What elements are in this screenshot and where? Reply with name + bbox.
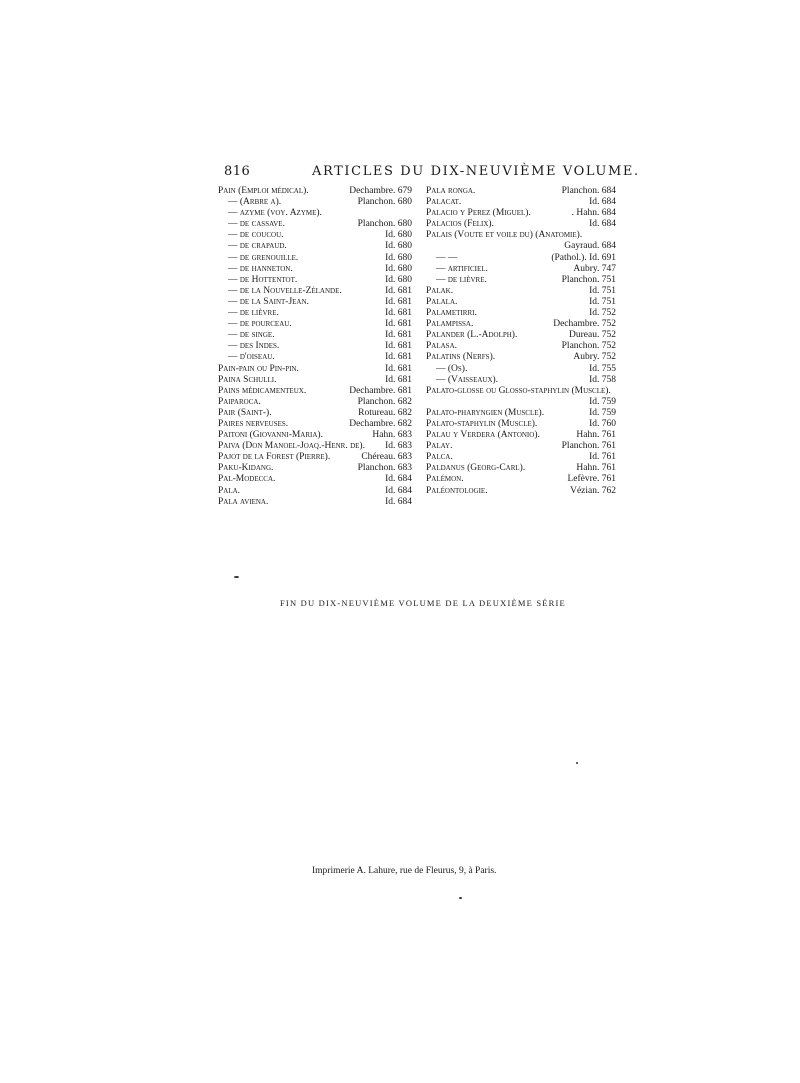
index-entry [426,386,616,397]
entry-reference: Dechambre. 682 [349,418,412,429]
entry-reference: (Pathol.). Id. 691 [551,252,616,263]
entry-term: Pala aviena. [218,496,269,507]
index-entry [218,275,412,286]
index-entry [218,319,412,330]
entry-term: Paina Schulli. [218,374,277,385]
entry-term: — des Indes. [228,341,280,352]
entry-reference: Id. 681 [385,285,412,296]
index-entry [218,474,412,485]
index-entry [218,386,412,397]
index-entry [218,186,412,197]
entry-reference: Id. 681 [385,319,412,330]
entry-term: Palato-pharyngien (Muscle). [426,407,545,418]
entry-reference: Dureau. 752 [569,330,616,341]
index-entry [426,219,616,230]
entry-reference: Planchon. 684 [561,186,616,196]
entry-term: Paku-Kidang. [218,463,274,474]
index-entry [426,308,616,319]
entry-reference: . Hahn. 684 [571,208,616,219]
index-entry [426,253,616,264]
entry-reference: Id. 681 [385,296,412,307]
entry-reference: Id. 681 [385,330,412,341]
index-entry [426,474,616,485]
index-entry [218,430,412,441]
end-of-volume-note: FIN DU DIX-NEUVIÈME VOLUME DE LA DEUXIÈME SÉRIE [280,598,566,608]
entry-term: — artificiel. [436,263,488,274]
entry-reference: Dechambre. 681 [349,385,412,396]
index-entry [218,264,412,275]
index-entry [218,197,412,208]
entry-term: Paldanus (Georg-Carl). [426,463,526,474]
index-entry [218,330,412,341]
entry-reference: Planchon. 761 [561,441,616,452]
ink-speck [576,762,578,764]
index-entry [426,341,616,352]
entry-term: Pala ronga. [426,186,476,196]
index-entry [218,486,412,497]
entry-term: Palato-glosse ou Glosso-staphylin (Muscle). [426,385,611,396]
ink-speck [459,897,462,899]
entry-term: — (Arbre a). [228,197,282,208]
entry-term: Palato-staphylin (Muscle). [426,418,538,429]
index-entry [426,452,616,463]
entry-term: Palasa. [426,341,457,352]
entry-reference: Planchon. 680 [357,219,412,230]
entry-reference: Id. 681 [385,341,412,352]
entry-reference: Id. 681 [385,363,412,374]
index-entry [218,208,412,219]
entry-reference: Id. 760 [589,418,616,429]
index-entry [426,486,616,497]
entry-reference: Id. 684 [589,219,616,230]
entry-reference: Id. 751 [589,296,616,307]
entry-reference: Id. 761 [589,452,616,463]
index-entry [426,208,616,219]
index-entry [426,230,616,241]
index-entry [218,497,412,508]
index-entry [426,241,616,252]
entry-reference: Id. 680 [385,274,412,285]
entry-term: Palca. [426,452,453,463]
entry-term: — (Os). [436,363,468,374]
entry-term: Pain (Emploi médical). [218,186,309,196]
entry-reference: Id. 684 [385,496,412,507]
index-entry [218,452,412,463]
entry-term: — de lièvre. [436,274,487,285]
entry-term: Palala. [426,296,458,307]
running-head: ARTICLES DU DIX-NEUVIÈME VOLUME. [312,164,640,179]
entry-term: — de grenouille. [228,252,299,263]
entry-term: Palémon. [426,474,464,485]
entry-term: — de pourceau. [228,319,292,330]
entry-term: Pajot de la Forest (Pierre). [218,452,331,463]
page-number: 816 [224,164,251,179]
index-entry [218,286,412,297]
entry-reference: Aubry. 747 [573,263,616,274]
index-entry [426,275,616,286]
index-entry [218,441,412,452]
index-entry [218,253,412,264]
index-entry [218,364,412,375]
index-entry [218,397,412,408]
index-entry [426,297,616,308]
index-entry [426,441,616,452]
entry-reference: Planchon. 751 [561,274,616,285]
entry-term: — — [436,252,458,263]
entry-term: Paitoni (Giovanni-Maria). [218,430,323,441]
index-column-right [426,186,616,497]
entry-reference: Id. 752 [589,308,616,319]
entry-term: — de la Saint-Jean. [228,296,309,307]
entry-term: Pala. [218,485,241,496]
index-entry [426,408,616,419]
entry-reference: Id. 680 [385,252,412,263]
entry-reference: Vézian. 762 [570,485,616,496]
entry-term: Palatins (Nerfs). [426,352,496,363]
index-entry [218,419,412,430]
index-entry [426,364,616,375]
entry-term: — d'oiseau. [228,352,275,363]
entry-term: — de Hottentot. [228,274,298,285]
entry-term: Palampissa. [426,319,474,330]
entry-term: Palau y Verdera (Antonio). [426,430,540,441]
entry-term: Paléontologie. [426,485,488,496]
entry-reference: Id. 751 [589,285,616,296]
entry-reference: Hahn. 683 [372,430,412,441]
entry-term: Pains médicamenteux. [218,385,307,396]
entry-reference: Id. 759 [589,396,616,407]
entry-reference: Id. 680 [385,230,412,241]
entry-term: Paires nerveuses. [218,418,289,429]
entry-reference: Planchon. 682 [357,396,412,407]
entry-term: Pal-Modecca. [218,474,276,485]
entry-reference: Id. 680 [385,263,412,274]
entry-reference: Id. 759 [589,407,616,418]
entry-reference: Id. 684 [589,197,616,208]
ink-speck [234,576,239,578]
entry-term: Paiparoca. [218,396,261,407]
entry-term: — azyme (voy. Azyme). [228,208,322,219]
entry-term: — (Vaisseaux). [436,374,499,385]
entry-reference: Aubry. 752 [573,352,616,363]
entry-reference: Id. 684 [385,485,412,496]
entry-term: Palais (Voute et voile du) (Anatomie). [426,230,583,241]
entry-term: — de coucou. [228,230,284,241]
entry-term: — de cassave. [228,219,285,230]
index-entry [218,219,412,230]
entry-term: Palak. [426,285,454,296]
entry-reference: Id. 681 [385,374,412,385]
index-entry [218,352,412,363]
entry-reference: Id. 681 [385,352,412,363]
index-entry [218,341,412,352]
entry-term: Paiva (Don Manoel-Joaq.-Henr. de). [218,441,365,452]
printer-imprint: Imprimerie A. Lahure, rue de Fleurus, 9, à Paris. [312,866,497,876]
entry-reference: Id. 683 [385,441,412,452]
index-entry [426,264,616,275]
entry-reference: Dechambre. 679 [349,186,412,196]
index-entry [218,463,412,474]
entry-reference: Planchon. 683 [357,463,412,474]
entry-reference: Rotureau. 682 [358,407,412,418]
index-entry [426,330,616,341]
index-entry [426,463,616,474]
entry-term: Palacios (Felix). [426,219,494,230]
index-entry [218,241,412,252]
entry-term: — de crapaud. [228,241,287,252]
entry-term: Palametirri. [426,308,477,319]
entry-term: Palacat. [426,197,462,208]
index-entry [426,397,616,408]
index-entry [426,197,616,208]
index-entry [426,286,616,297]
entry-reference: Id. 758 [589,374,616,385]
index-entry [426,319,616,330]
entry-term: — de hanneton. [228,263,293,274]
index-entry [426,352,616,363]
entry-reference: Hahn. 761 [576,463,616,474]
entry-term: — de la Nouvelle-Zélande. [228,285,342,296]
entry-reference: Hahn. 761 [576,430,616,441]
index-column-left [218,186,412,508]
entry-term: Pair (Saint-). [218,407,272,418]
entry-term: Palander (L.-Adolph). [426,330,518,341]
entry-reference: Lefèvre. 761 [567,474,616,485]
index-entry [426,419,616,430]
entry-term: Palay. [426,441,453,452]
index-entry [218,408,412,419]
entry-reference: Planchon. 752 [561,341,616,352]
entry-reference: Id. 681 [385,308,412,319]
index-entry [218,230,412,241]
entry-reference: Planchon. 680 [357,197,412,208]
entry-reference: Dechambre. 752 [553,319,616,330]
index-entry [218,375,412,386]
index-entry [218,297,412,308]
entry-reference: Id. 755 [589,363,616,374]
entry-term: Pain-pain ou Pin-pin. [218,363,299,374]
entry-term: — de singe. [228,330,275,341]
index-entry [426,186,616,197]
entry-reference: Gayraud. 684 [564,241,616,252]
entry-reference: Id. 684 [385,474,412,485]
entry-reference: Chéreau. 683 [361,452,412,463]
index-entry [426,375,616,386]
index-entry [218,308,412,319]
entry-term: — de lièvre. [228,308,279,319]
index-entry [426,430,616,441]
entry-reference: Id. 680 [385,241,412,252]
entry-term: Palacio y Perez (Miguel). [426,208,531,219]
